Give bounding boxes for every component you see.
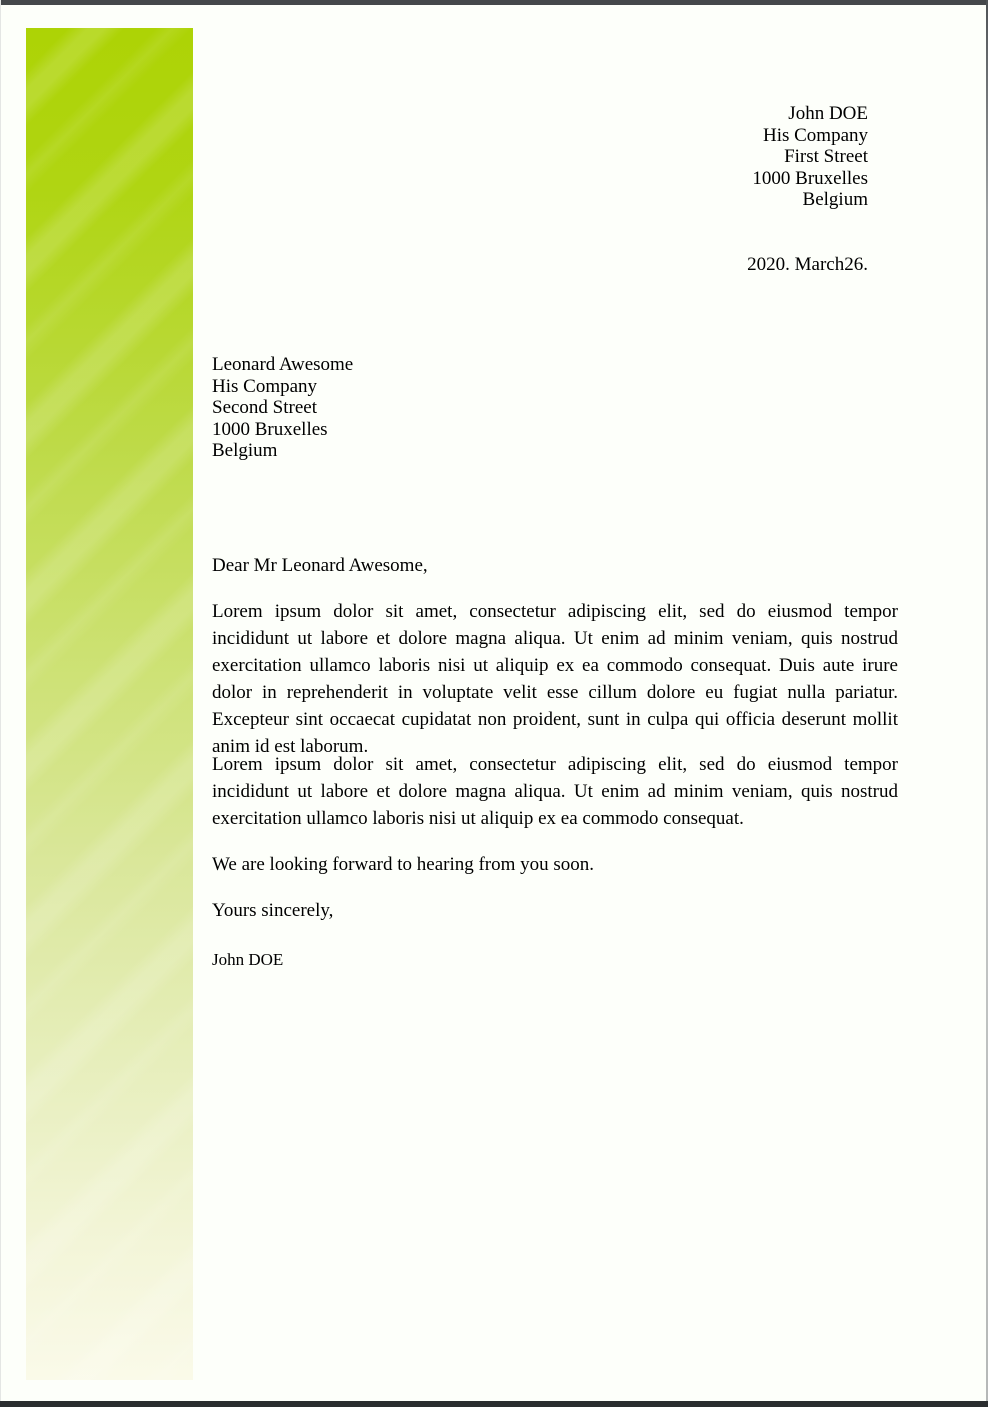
recipient-name: Leonard Awesome: [212, 354, 354, 375]
recipient-address: [212, 354, 353, 462]
recipient-country: Belgium: [212, 440, 278, 462]
sender-city: 1000 Bruxelles: [752, 167, 868, 189]
page-bottom-edge: [0, 1401, 988, 1407]
sender-country: Belgium: [802, 189, 868, 211]
recipient-city: 1000 Bruxelles: [212, 418, 328, 440]
sender-street: First Street: [784, 146, 868, 168]
closing-line: We are looking forward to hearing from you soon.: [212, 854, 595, 875]
accent-gradient-bar: [26, 28, 193, 1380]
salutation: Dear Mr Leonard Awesome,: [212, 555, 428, 576]
sender-address: [752, 103, 868, 211]
recipient-company: His Company: [212, 375, 318, 397]
signature-name: John DOE: [212, 950, 284, 969]
body-paragraph-2: Lorem ipsum dolor sit amet, consectetur adipiscing elit, sed do eiusmod tempor incididunt ut labore et dolore magna aliqua. Ut enim ad minim veniam, quis nostrud exercitation ullamco laboris nisi ut aliquip ex ea commodo consequat.: [212, 754, 898, 829]
sender-name: John DOE: [788, 103, 868, 124]
recipient-street: Second Street: [212, 397, 318, 419]
valediction: Yours sincerely,: [212, 900, 334, 921]
page-top-edge: [0, 0, 988, 5]
letter-date: 2020. March26.: [747, 254, 868, 275]
page-left-edge: [0, 0, 1, 1407]
body-paragraph-1: Lorem ipsum dolor sit amet, consectetur adipiscing elit, sed do eiusmod tempor incididunt ut labore et dolore magna aliqua. Ut enim ad minim veniam, quis nostrud exercitation ullamco laboris nisi ut aliquip ex ea commodo consequat. Duis aute irure dolor in reprehenderit in voluptate velit esse cillum dolore eu fugiat nulla pariatur. Excepteur sint occaecat cupidatat non proident, sunt in culpa qui officia deserunt mollit anim id est laborum.: [212, 601, 898, 757]
sender-company: His Company: [762, 124, 868, 146]
